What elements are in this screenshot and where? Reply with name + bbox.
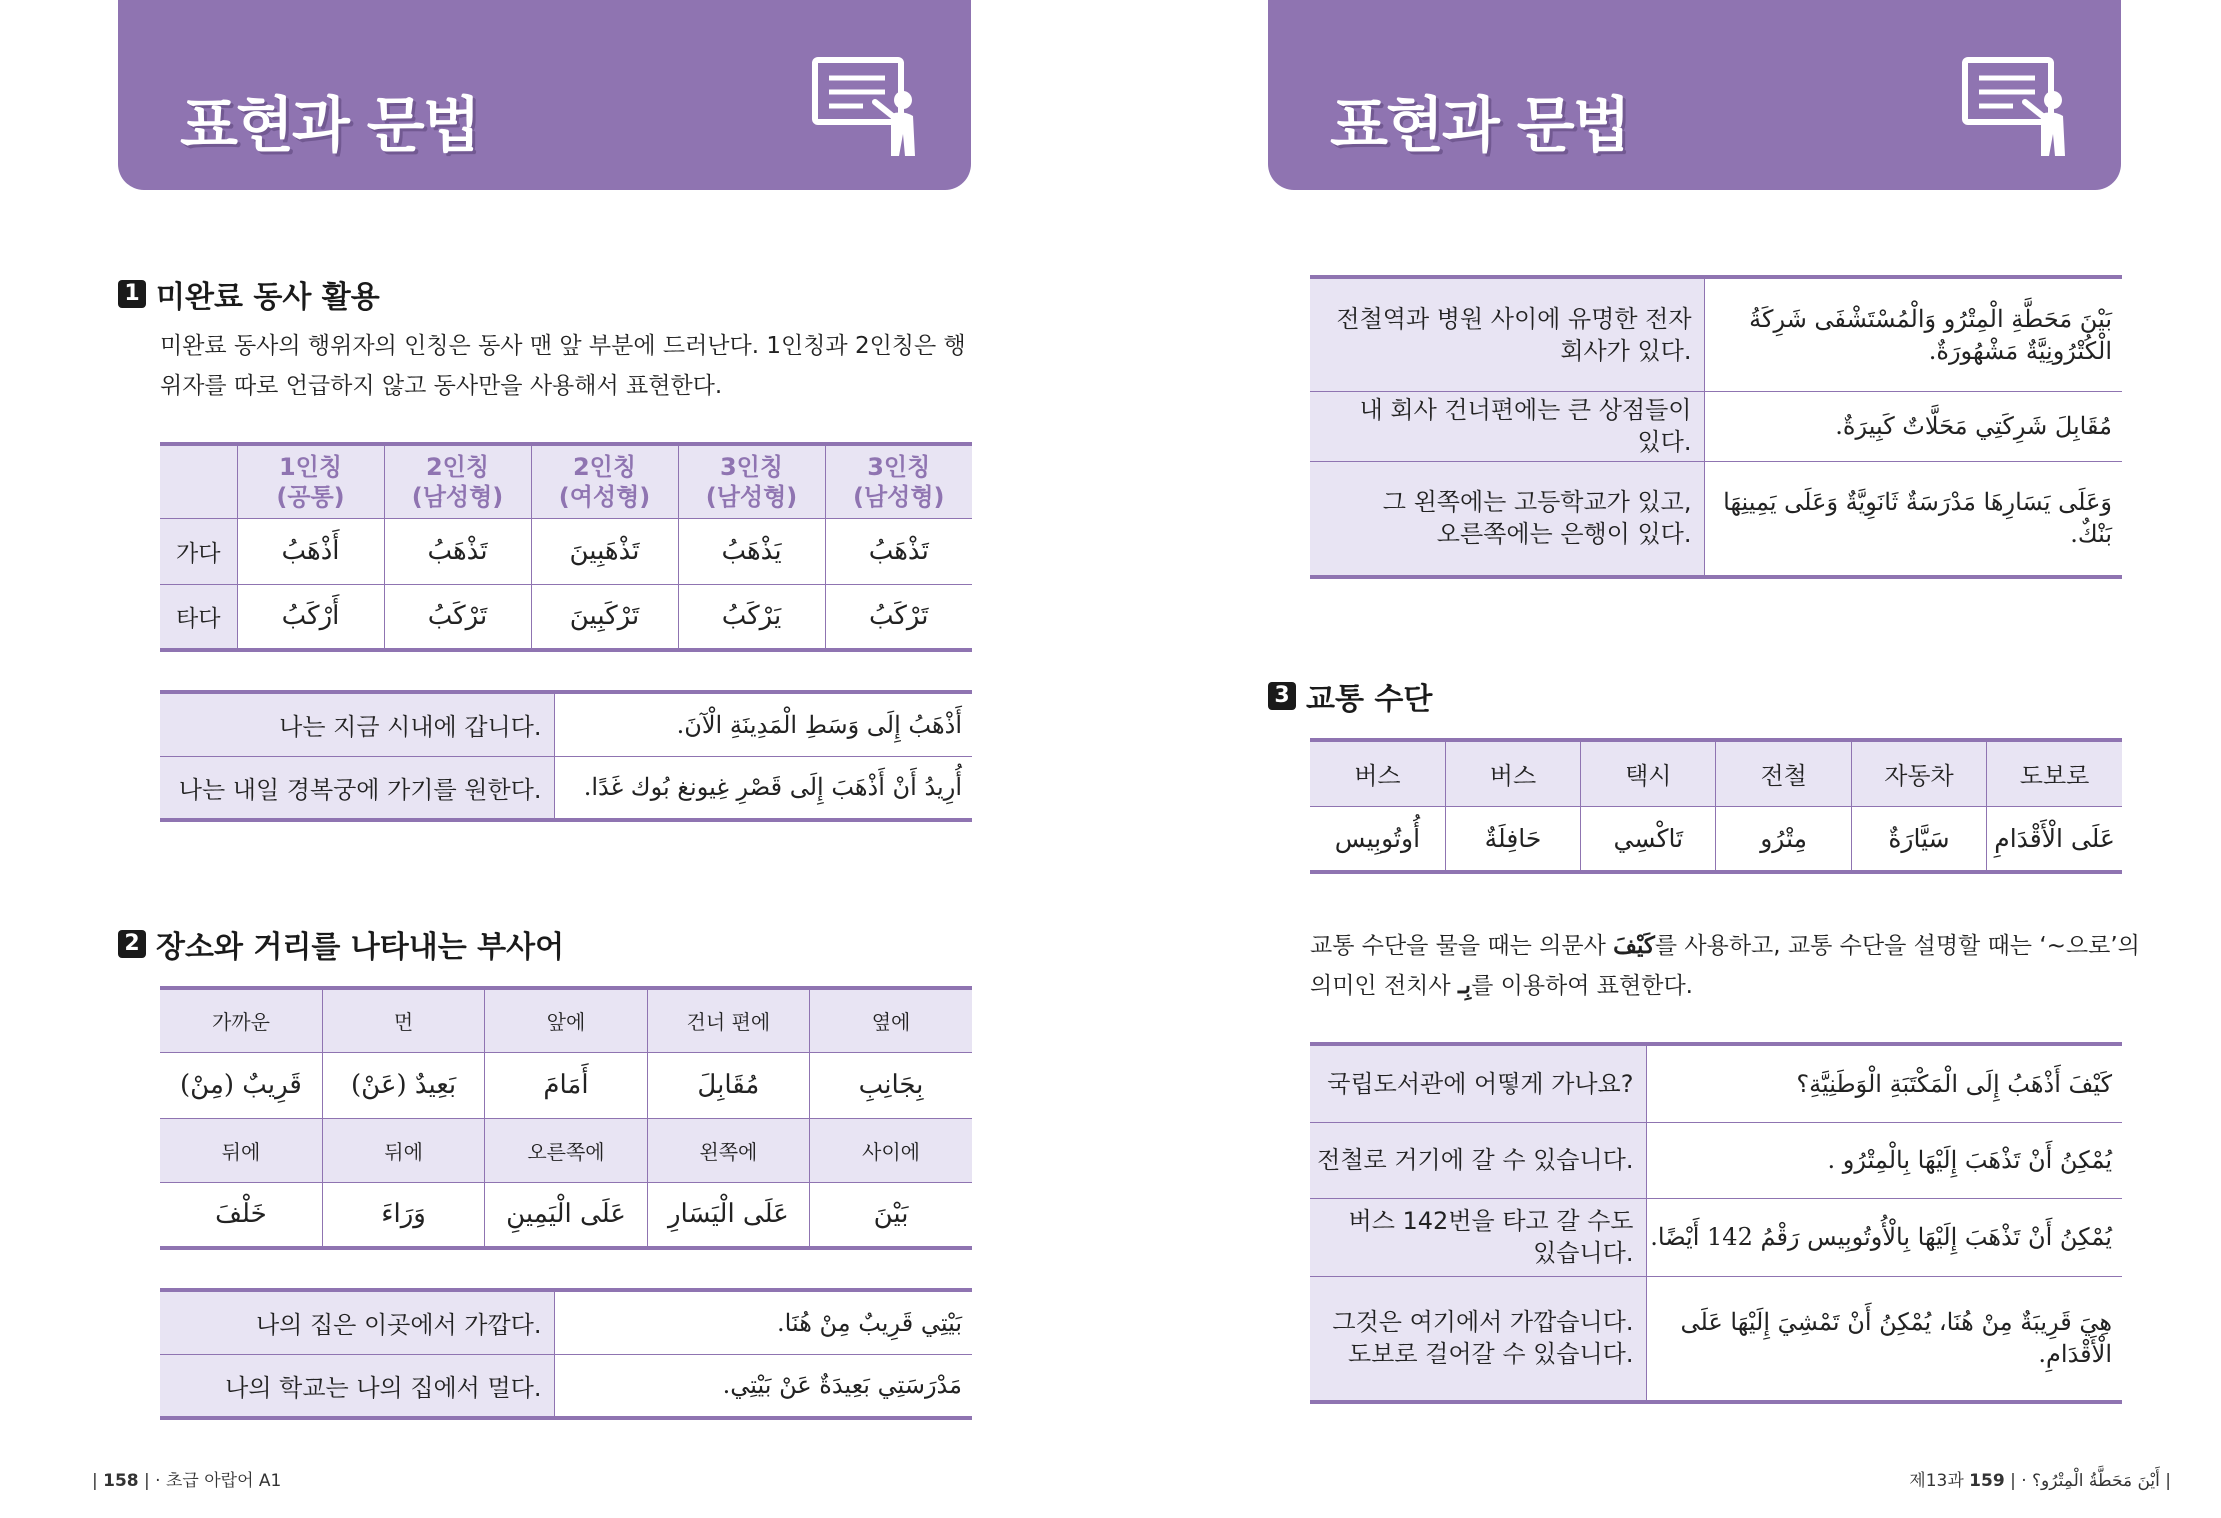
table-row xyxy=(160,1118,972,1182)
right-banner-title: 표현과 문법 xyxy=(1330,91,1629,161)
paragraph-line: 위자를 따로 언급하지 않고 동사만을 사용해서 표현한다. xyxy=(160,373,723,399)
conjugation-table xyxy=(160,442,972,652)
adverb-korean: 오른쪽에 xyxy=(485,1118,647,1182)
paragraph-line: 의미인 전치사 بِـ를 이용하여 표현한다. xyxy=(1310,972,1693,999)
person-header: 3인칭 (남성형) xyxy=(825,444,972,518)
example-row xyxy=(160,692,972,756)
verb-form: يَرْكَبُ xyxy=(678,584,825,650)
example-arabic: أُرِيدُ أَنْ أَذْهَبَ إِلَى قَصْرِ غِيونغ بُوك غَدًا. xyxy=(554,756,972,820)
page-number: 159 xyxy=(1969,1471,2005,1491)
arabic-keyword: بِـ xyxy=(1457,972,1472,999)
adverb-arabic: عَلَى الْيَمِينِ xyxy=(485,1182,647,1248)
section-3-title: 교통 수단 xyxy=(1306,682,1433,717)
section-number-badge: 2 xyxy=(118,930,146,958)
example-row xyxy=(1310,1122,2122,1198)
adverb-korean: 건너 편에 xyxy=(647,988,809,1052)
example-row xyxy=(1310,1198,2122,1276)
example-row xyxy=(160,1354,972,1418)
arabic-keyword: كَيْفَ xyxy=(1613,932,1655,959)
book-title: 초급 아랍어 A1 xyxy=(166,1471,282,1491)
example-arabic: يُمْكِنُ أَنْ تَذْهَبَ إِلَيْهَا بِالْمِتْرُو . xyxy=(1646,1122,2122,1198)
transport-korean: 도보로 xyxy=(1987,740,2122,806)
verb-form: أَذْهَبُ xyxy=(237,518,384,584)
example-korean: 전철로 거기에 갈 수 있습니다. xyxy=(1310,1122,1646,1198)
verb-label: 가다 xyxy=(160,518,237,584)
example-korean: 버스 142번을 타고 갈 수도 있습니다. xyxy=(1310,1198,1646,1276)
transport-korean: 택시 xyxy=(1581,740,1716,806)
transport-examples-table xyxy=(1310,1042,2122,1404)
transport-arabic: حَافِلَةٌ xyxy=(1445,806,1580,872)
example-arabic: بَيْتِي قَرِيبٌ مِنْ هُنَا. xyxy=(554,1290,972,1354)
section-2-examples-table xyxy=(160,1288,972,1420)
adverb-korean: 먼 xyxy=(322,988,484,1052)
example-korean: 내 회사 건너편에는 큰 상점들이 있다. xyxy=(1310,391,1704,461)
section-1-heading xyxy=(118,272,380,316)
example-arabic: يُمْكِنُ أَنْ تَذْهَبَ إِلَيْهَا بِالْأُوتُوبِيس رَقْمُ 142 أَيْضًا. xyxy=(1646,1198,2122,1276)
example-korean: 그 왼쪽에는 고등학교가 있고, 오른쪽에는 은행이 있다. xyxy=(1310,461,1704,577)
transport-korean: 자동차 xyxy=(1851,740,1986,806)
example-korean: 그것은 여기에서 가깝습니다. 도보로 걸어갈 수 있습니다. xyxy=(1310,1276,1646,1402)
adverb-korean: 뒤에 xyxy=(322,1118,484,1182)
left-page xyxy=(0,0,1110,1518)
example-row xyxy=(160,756,972,820)
adverb-arabic: بَيْنَ xyxy=(810,1182,972,1248)
lesson-number: 제13과 xyxy=(1909,1471,1964,1491)
example-arabic: كَيْفَ أَذْهَبُ إِلَى الْمَكْتَبَةِ الْوَطَنِيَّةِ؟ xyxy=(1646,1044,2122,1122)
example-korean: 국립도서관에 어떻게 가나요? xyxy=(1310,1044,1646,1122)
verb-form: تَذْهَبُ xyxy=(384,518,531,584)
example-row xyxy=(1310,391,2122,461)
left-banner xyxy=(118,0,971,190)
table-row xyxy=(160,584,972,650)
example-row xyxy=(1310,277,2122,391)
paragraph-line: 미완료 동사의 행위자의 인칭은 동사 맨 앞 부분에 드러난다. 1인칭과 2인칭은 행 xyxy=(160,333,966,359)
person-header: 2인칭 (여성형) xyxy=(531,444,678,518)
example-arabic: بَيْنَ مَحَطَّةِ الْمِتْرُو وَالْمُسْتَشْفَى شَرِكَةُ الْكُتْرُونِيَّةٌ مَشْهُورَةٌ. xyxy=(1704,277,2122,391)
example-row xyxy=(1310,1044,2122,1122)
section-1-title: 미완료 동사 활용 xyxy=(156,280,380,315)
verb-form: أَرْكَبُ xyxy=(237,584,384,650)
verb-form: تَذْهَبُ xyxy=(825,518,972,584)
example-arabic: أَذْهَبُ إِلَى وَسَطِ الْمَدِينَةِ الْآنَ. xyxy=(554,692,972,756)
transport-arabic: تَاكْسِي xyxy=(1581,806,1716,872)
person-header: 2인칭 (남성형) xyxy=(384,444,531,518)
lesson-title: أَيْنَ مَحَطَّةُ الْمِتْرُو؟ xyxy=(2032,1471,2160,1491)
section-number-badge: 3 xyxy=(1268,682,1296,710)
table-row xyxy=(160,1052,972,1118)
section-2-title: 장소와 거리를 나타내는 부사어 xyxy=(156,930,565,965)
section-number-badge: 1 xyxy=(118,280,146,308)
page-number: 158 xyxy=(103,1471,139,1491)
verb-form: تَرْكَبِينَ xyxy=(531,584,678,650)
adverb-korean: 옆에 xyxy=(810,988,972,1052)
example-arabic: مَدْرَسَتِي بَعِيدَةٌ عَنْ بَيْتِي. xyxy=(554,1354,972,1418)
table-row xyxy=(1310,740,2122,806)
transport-table xyxy=(1310,738,2122,874)
example-arabic: مُقَابِلَ شَرِكَتِي مَحَلَّاتٌ كَبِيرَةٌ. xyxy=(1704,391,2122,461)
person-header: 3인칭 (남성형) xyxy=(678,444,825,518)
transport-korean: 전철 xyxy=(1716,740,1851,806)
table-row xyxy=(160,518,972,584)
table-row xyxy=(1310,806,2122,872)
presentation-board-icon xyxy=(1961,56,2071,160)
right-footer: 제13과 أَيْنَ مَحَطَّةُ الْمِتْرُو؟ · | 159 | xyxy=(1909,1471,2171,1491)
section-3-paragraph xyxy=(1310,926,2140,1006)
section-1-examples-table xyxy=(160,690,972,822)
verb-form: تَرْكَبُ xyxy=(384,584,531,650)
adverb-korean: 가까운 xyxy=(160,988,322,1052)
example-korean: 나의 집은 이곳에서 가깝다. xyxy=(160,1290,554,1354)
adverb-arabic: قَرِيبٌ (مِنْ) xyxy=(160,1052,322,1118)
section-1-paragraph xyxy=(160,326,980,406)
adverb-arabic: وَرَاءَ xyxy=(322,1182,484,1248)
adverb-korean: 앞에 xyxy=(485,988,647,1052)
left-footer: | 158 | · 초급 아랍어 A1 xyxy=(92,1471,282,1491)
adverb-arabic: خَلْفَ xyxy=(160,1182,322,1248)
transport-arabic: أُوتُوبِيس xyxy=(1310,806,1445,872)
table-header-row xyxy=(160,444,972,518)
location-examples-table xyxy=(1310,275,2122,579)
transport-arabic: سَيَّارَةٌ xyxy=(1851,806,1986,872)
verb-label: 타다 xyxy=(160,584,237,650)
person-header: 1인칭 (공통) xyxy=(237,444,384,518)
table-row xyxy=(160,1182,972,1248)
adverb-arabic: أَمَامَ xyxy=(485,1052,647,1118)
example-korean: 전철역과 병원 사이에 유명한 전자 회사가 있다. xyxy=(1310,277,1704,391)
presentation-board-icon xyxy=(811,56,921,160)
table-corner-cell xyxy=(160,444,237,518)
adverb-korean: 사이에 xyxy=(810,1118,972,1182)
example-korean: 나는 지금 시내에 갑니다. xyxy=(160,692,554,756)
section-2-heading xyxy=(118,922,564,966)
adverb-table xyxy=(160,986,972,1250)
left-banner-title: 표현과 문법 xyxy=(180,91,479,161)
example-row xyxy=(160,1290,972,1354)
example-row xyxy=(1310,1276,2122,1402)
adverb-korean: 뒤에 xyxy=(160,1118,322,1182)
example-korean: 나의 학교는 나의 집에서 멀다. xyxy=(160,1354,554,1418)
transport-arabic: مِتْرُو xyxy=(1716,806,1851,872)
example-arabic: هِيَ قَرِيبَةٌ مِنْ هُنَا، يُمْكِنُ أَنْ تَمْشِيَ إِلَيْهَا عَلَى الْأَقْدَامِ. xyxy=(1646,1276,2122,1402)
adverb-arabic: بِجَانِبِ xyxy=(810,1052,972,1118)
transport-arabic: عَلَى الْأَقْدَامِ xyxy=(1987,806,2122,872)
adverb-korean: 왼쪽에 xyxy=(647,1118,809,1182)
adverb-arabic: عَلَى الْيَسَارِ xyxy=(647,1182,809,1248)
paragraph-line: 교통 수단을 물을 때는 의문사 كَيْفَ를 사용하고, 교통 수단을 설명할 때는 ‘~으로’의 xyxy=(1310,932,2140,959)
adverb-arabic: بَعِيدٌ (عَنْ) xyxy=(322,1052,484,1118)
verb-form: تَذْهَبِينَ xyxy=(531,518,678,584)
example-row xyxy=(1310,461,2122,577)
verb-form: يَذْهَبُ xyxy=(678,518,825,584)
table-row xyxy=(160,988,972,1052)
adverb-arabic: مُقَابِلَ xyxy=(647,1052,809,1118)
transport-korean: 버스 xyxy=(1445,740,1580,806)
example-korean: 나는 내일 경복궁에 가기를 원한다. xyxy=(160,756,554,820)
transport-korean: 버스 xyxy=(1310,740,1445,806)
verb-form: تَرْكَبُ xyxy=(825,584,972,650)
example-arabic: وَعَلَى يَسَارِهَا مَدْرَسَةٌ ثَانَوِيَّةٌ وَعَلَى يَمِينِهَا بَنْكٌ. xyxy=(1704,461,2122,577)
section-3-heading xyxy=(1268,674,1432,718)
right-banner xyxy=(1268,0,2121,190)
right-page xyxy=(1110,0,2221,1518)
